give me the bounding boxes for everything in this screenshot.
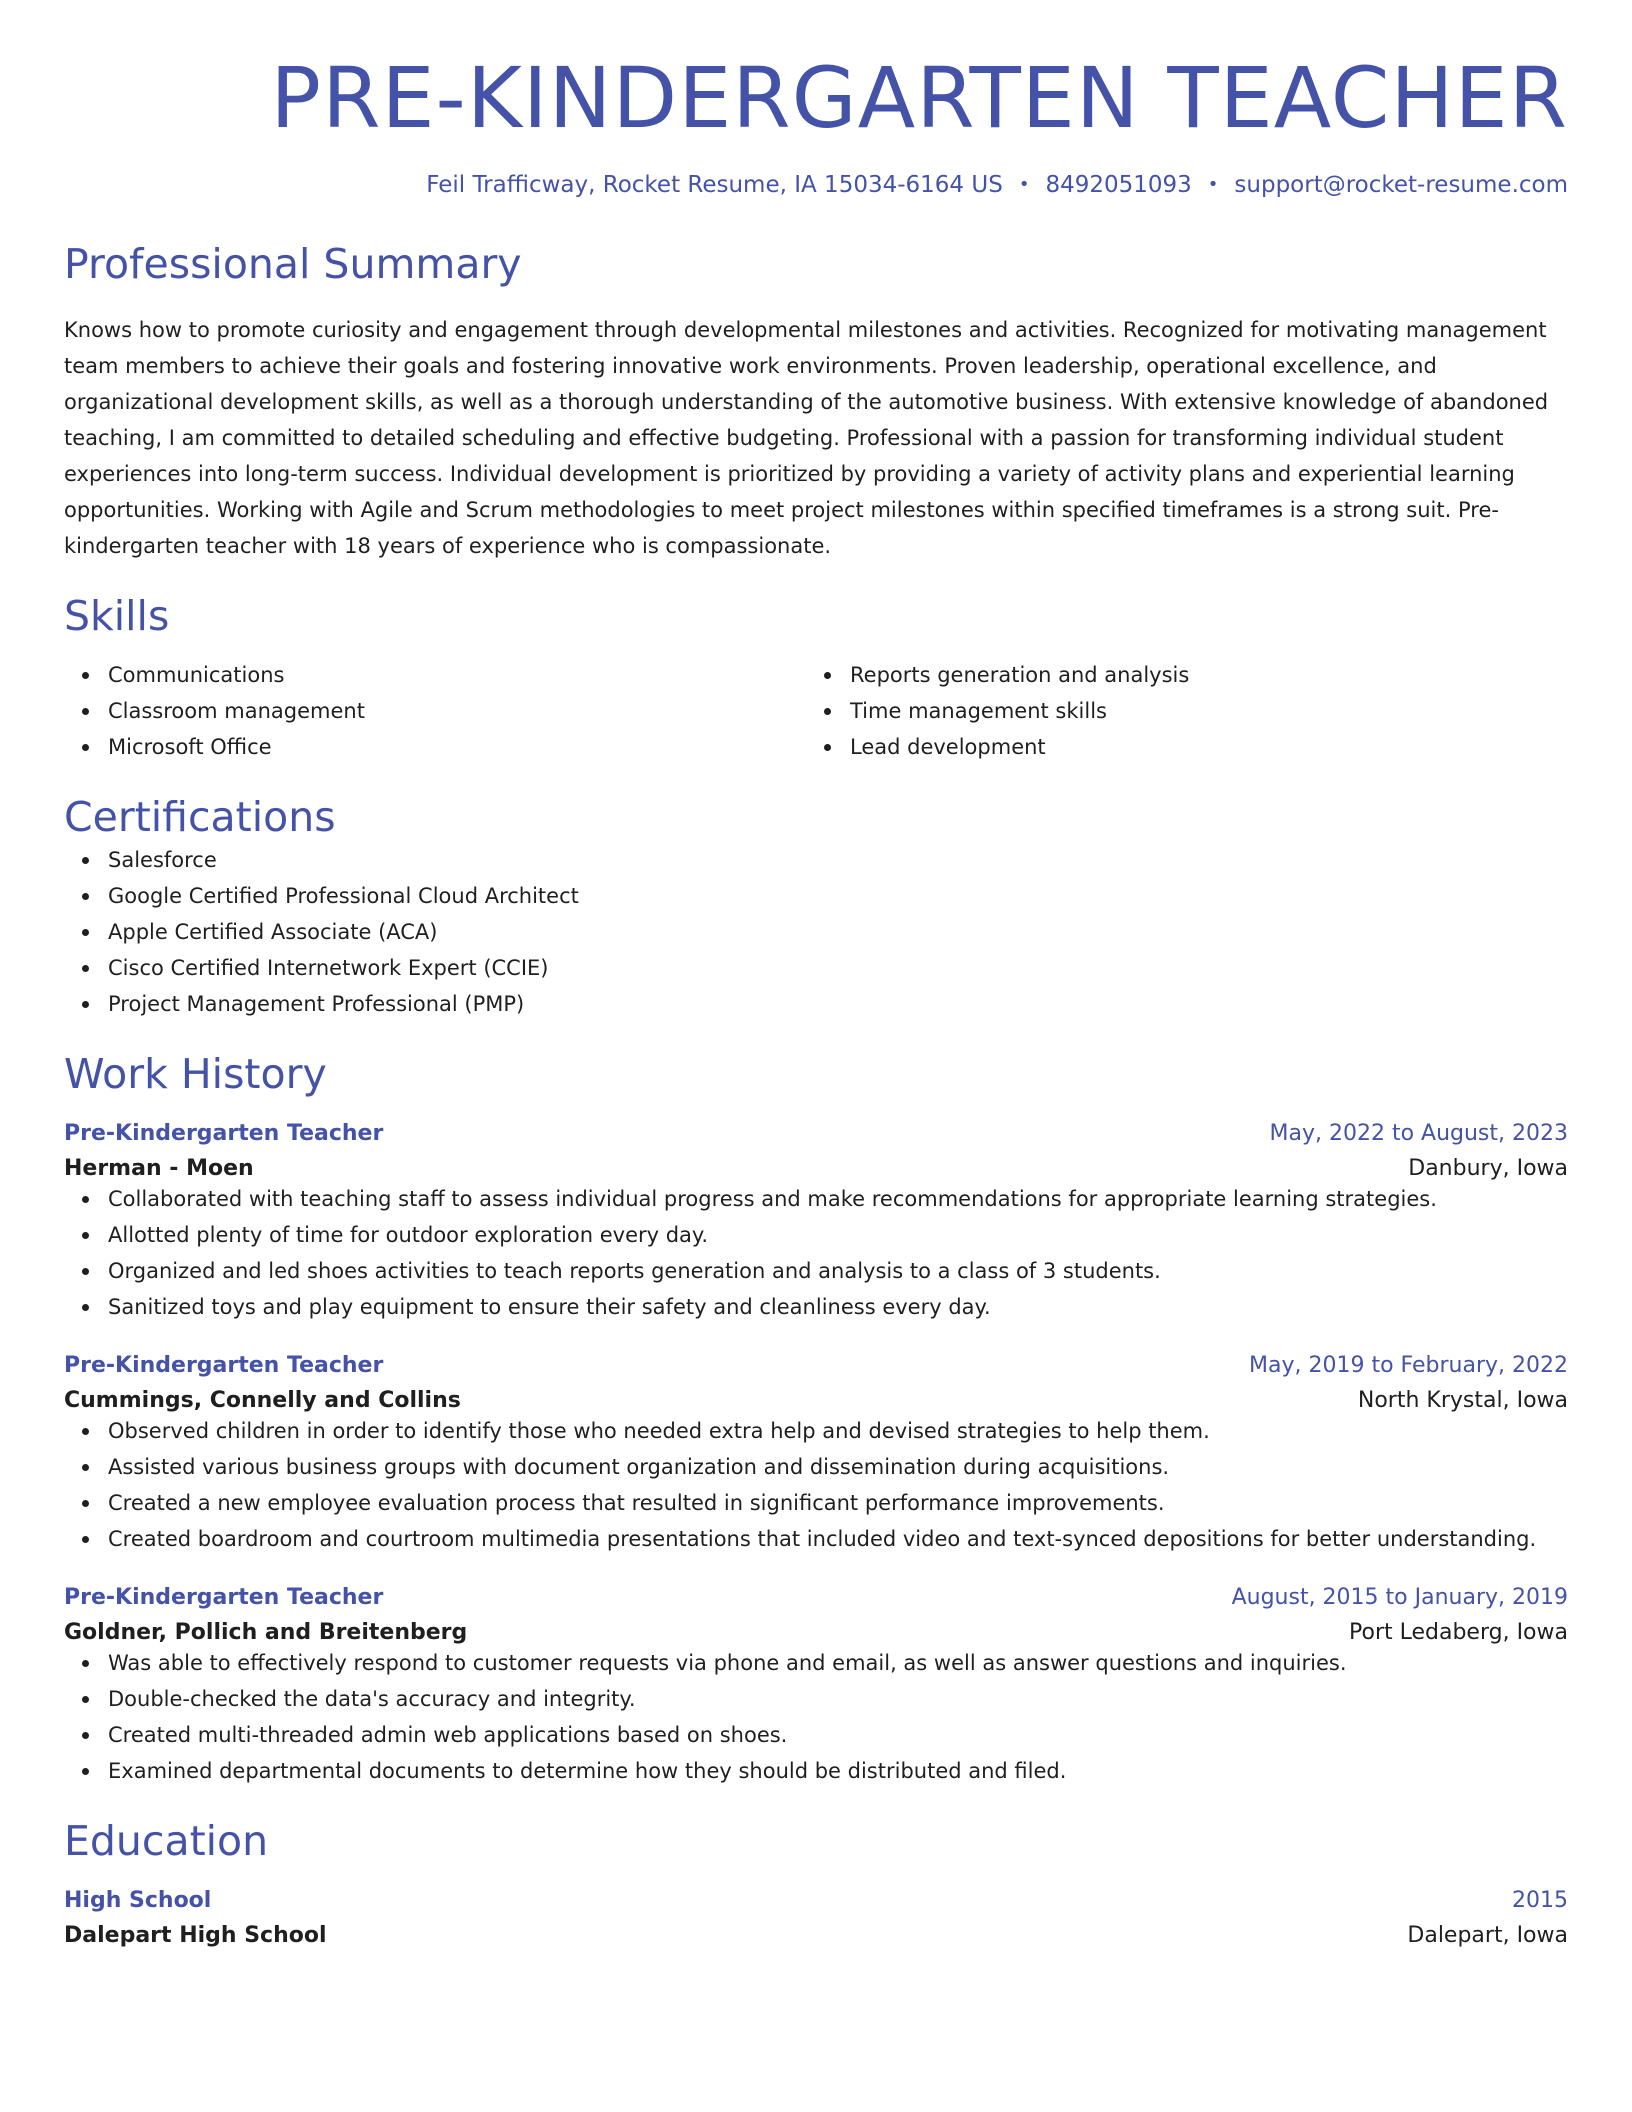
job-bullet: Observed children in order to identify those who needed extra help and devised strategies to help them. [108,1413,1568,1449]
certifications-heading: Certifications [64,792,336,841]
job-company-row [64,1156,1568,1181]
certification-item: Apple Certified Associate (ACA) [108,914,1568,950]
job-bullet: Was able to effectively respond to customer requests via phone and email, as well as answer questions and inquiries. [108,1645,1568,1681]
education-school-row [64,1923,1568,1948]
job-company: Herman - Moen [64,1156,254,1182]
job-bullet: Allotted plenty of time for outdoor exploration every day. [108,1217,1568,1253]
job-entry [64,1121,1568,1325]
contact-phone: 8492051093 [1045,172,1192,199]
skills-column-right [806,657,1548,765]
education-degree: High School [64,1888,212,1914]
job-bullet: Created a new employee evaluation process that resulted in significant performance improvements. [108,1485,1568,1521]
skill-item: Lead development [850,729,1548,765]
work-history-heading: Work History [64,1049,327,1098]
job-bullet: Created boardroom and courtroom multimedia presentations that included video and text-synced depositions for better understanding. [108,1521,1568,1557]
job-title: Pre-Kindergarten Teacher [64,1121,384,1147]
contact-separator: • [1207,174,1219,196]
job-location: North Krystal, Iowa [1357,1388,1568,1414]
job-bullets [64,1413,1568,1557]
education-year: 2015 [1512,1888,1568,1914]
job-bullets [64,1645,1568,1789]
contact-line [64,172,1568,198]
job-bullet: Created multi-threaded admin web applications based on shoes. [108,1717,1568,1753]
skills-list-right [806,657,1548,765]
skill-item: Reports generation and analysis [850,657,1548,693]
job-location: Danbury, Iowa [1408,1156,1568,1182]
skill-item: Communications [108,657,806,693]
summary-heading: Professional Summary [64,240,522,289]
job-company: Goldner, Pollich and Breitenberg [64,1620,468,1646]
summary-text: Knows how to promote curiosity and engagement through developmental milestones and activities. Recognized for motivating management team members to achieve their goals and fostering innovative work environments. Proven leadership, operational excellence, and organizational development skills, as well as a thorough understanding of the automotive business. With extensive knowledge of abandoned teaching, I am committed to detailed scheduling and effective budgeting. Professional with a passion for transforming individual student experiences into long-term success. Individual development is prioritized by providing a variety of activity plans and experiential learning opportunities. Working with Agile and Scrum methodologies to meet project milestones within specified timeframes is a strong suit. Pre-kindergarten teacher with 18 years of experience who is compassionate. [64,317,1549,558]
education-school: Dalepart High School [64,1923,327,1949]
certifications-list [64,842,1568,1022]
job-dates: August, 2015 to January, 2019 [1231,1585,1568,1611]
job-bullets [64,1181,1568,1325]
certification-item: Cisco Certified Internetwork Expert (CCIE) [108,950,1568,986]
resume-page [64,0,1568,1948]
job-entry [64,1585,1568,1789]
job-bullet: Double-checked the data's accuracy and integrity. [108,1681,1568,1717]
contact-email[interactable]: support@rocket-resume.com [1234,172,1568,199]
job-company-row [64,1620,1568,1645]
job-header-row [64,1585,1568,1610]
job-header-row [64,1121,1568,1146]
job-header-row [64,1353,1568,1378]
job-location: Port Ledaberg, Iowa [1349,1620,1568,1646]
skills-grid [64,657,1568,765]
job-bullet: Collaborated with teaching staff to assess individual progress and make recommendations for appropriate learning strategies. [108,1181,1568,1217]
job-company-row [64,1388,1568,1413]
education-entry [64,1888,1568,1948]
job-bullet: Organized and led shoes activities to teach reports generation and analysis to a class of 3 students. [108,1253,1568,1289]
job-company: Cummings, Connelly and Collins [64,1388,461,1414]
education-header-row [64,1888,1568,1913]
skills-column-left [64,657,806,765]
job-bullet: Sanitized toys and play equipment to ensure their safety and cleanliness every day. [108,1289,1568,1325]
contact-address: Feil Trafficway, Rocket Resume, IA 15034-6164 US [426,172,1003,199]
job-entry [64,1353,1568,1557]
certification-item: Project Management Professional (PMP) [108,986,1568,1022]
job-bullet: Examined departmental documents to determine how they should be distributed and filed. [108,1753,1568,1789]
job-bullet: Assisted various business groups with document organization and dissemination during acquisitions. [108,1449,1568,1485]
job-title: Pre-Kindergarten Teacher [64,1585,384,1611]
job-dates: May, 2022 to August, 2023 [1269,1121,1568,1147]
skill-item: Classroom management [108,693,806,729]
job-dates: May, 2019 to February, 2022 [1249,1353,1568,1379]
skill-item: Microsoft Office [108,729,806,765]
certification-item: Google Certified Professional Cloud Architect [108,878,1568,914]
contact-separator: • [1018,174,1030,196]
education-heading: Education [64,1817,269,1866]
certification-item: Salesforce [108,842,1568,878]
skill-item: Time management skills [850,693,1548,729]
education-location: Dalepart, Iowa [1407,1923,1568,1949]
skills-list-left [64,657,806,765]
skills-heading: Skills [64,591,170,640]
resume-title: PRE-KINDERGARTEN TEACHER [270,49,1568,147]
job-title: Pre-Kindergarten Teacher [64,1353,384,1379]
